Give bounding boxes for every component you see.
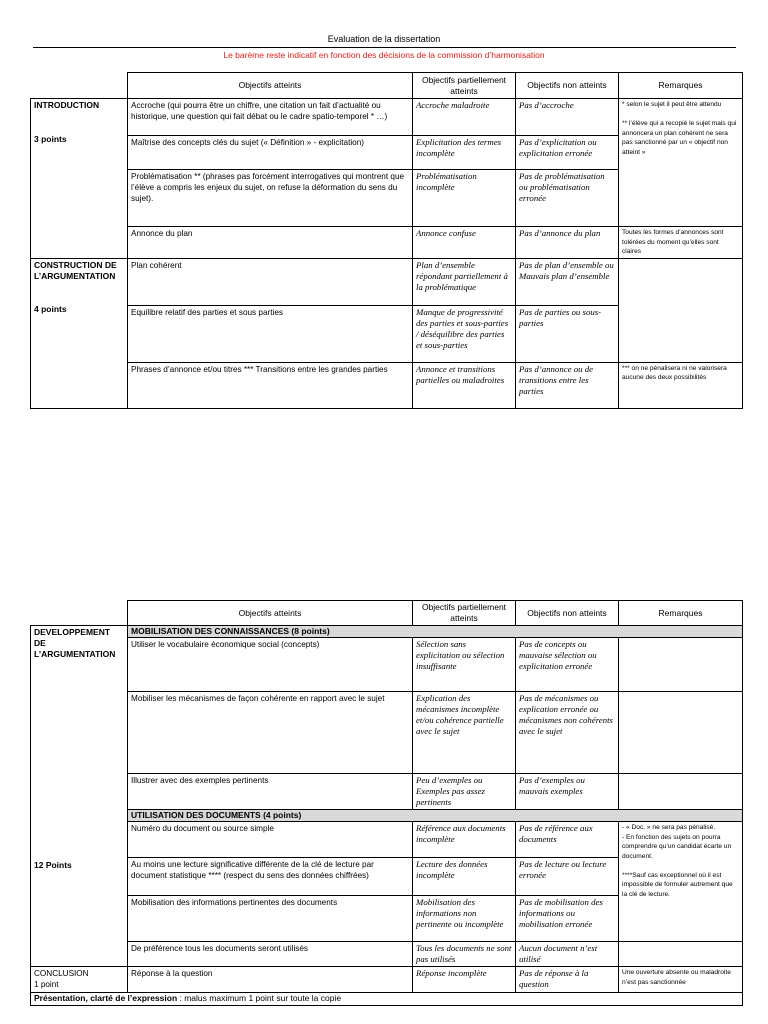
section-introduction [31,99,128,259]
section-developpement [31,626,128,967]
presentation-label: Présentation, clarté de l’expression [34,993,178,1003]
criterion-atteint: Maîtrise des concepts clés du sujet (« Définition » - explicitation) [128,136,413,170]
criterion-atteint: Au moins une lecture significative différente de la clé de lecture par document statistique **** (respect du sens des données chiffrées) [128,858,413,896]
criterion-partiel: Sélection sans explicitation ou sélection insuffisante [413,638,516,692]
criterion-partiel: Accroche maladroite [413,99,516,136]
criterion-non: Aucun document n’est utilisé [516,942,619,967]
criterion-partiel: Explication des mécanismes incomplète et/ou cohérence partielle avec le sujet [413,692,516,774]
col-header-partiel: Objectifs partiellement atteints [413,73,516,99]
page-subtitle: Le barème reste indicatif en fonction des décisions de la commission d’harmonisation [223,50,545,60]
grading-table-1 [30,72,743,409]
criterion-partiel: Lecture des données incomplète [413,858,516,896]
title-divider [33,47,736,48]
criterion-non: Pas de parties ou sous-parties [516,305,619,362]
criterion-partiel: Tous les documents ne sont pas utilisés [413,942,516,967]
col-header-remarques: Remarques [619,73,743,99]
section-title: CONCLUSION [34,969,89,978]
criterion-non: Pas de réponse à la question [516,967,619,993]
col-header-non: Objectifs non atteints [516,73,619,99]
section-title: CONSTRUCTION DE L’ARGUMENTATION [34,259,117,281]
criterion-atteint: De préférence tous les documents seront utilisés [128,942,413,967]
criterion-atteint: Numéro du document ou source simple [128,822,413,858]
subsection-header-documents: UTILISATION DES DOCUMENTS (4 points) [128,810,743,822]
criterion-non: Pas de problématisation ou problématisation erronée [516,170,619,227]
remark-empty [619,774,743,810]
subsection-header-connaissances: MOBILISATION DES CONNAISSANCES (8 points) [128,626,743,638]
criterion-non: Pas de référence aux documents [516,822,619,858]
criterion-partiel: Réponse incomplète [413,967,516,993]
criterion-partiel: Référence aux documents incomplète [413,822,516,858]
criterion-atteint: Illustrer avec des exemples pertinents [128,774,413,810]
presentation-row [31,993,743,1006]
col-header-non: Objectifs non atteints [516,601,619,626]
remark-empty [619,638,743,692]
criterion-non: Pas d’explicitation ou explicitation erronée [516,136,619,170]
remark-empty [619,258,743,305]
empty-corner [31,601,128,626]
criterion-atteint: Equilibre relatif des parties et sous parties [128,305,413,362]
criterion-non: Pas d’accroche [516,99,619,136]
criterion-atteint: Annonce du plan [128,227,413,259]
criterion-atteint: Accroche (qui pourra être un chiffre, une citation un fait d’actualité ou historique, une question qui fait débat ou le cadre spatio-temporel * …) [128,99,413,136]
criterion-partiel: Problématisation incomplète [413,170,516,227]
criterion-atteint: Plan cohérent [128,258,413,305]
remark-empty [619,692,743,774]
page-title: Evaluation de la dissertation [327,34,441,44]
col-header-partiel: Objectifs partiellement atteints [413,601,516,626]
col-header-atteints: Objectifs atteints [128,73,413,99]
section-construction [31,258,128,408]
criterion-non: Pas d’exemples ou mauvais exemples [516,774,619,810]
remark-empty [619,305,743,362]
grading-table-2 [30,600,743,1006]
section-title: DEVELOPPEMENT DE L’ARGUMENTATION [34,627,116,659]
criterion-partiel: Peu d’exemples ou Exemples pas assez pertinents [413,774,516,810]
criterion-non: Pas de lecture ou lecture erronée [516,858,619,896]
remark-intro: * selon le sujet il peut être attendu ** l’élève qui a recopié le sujet mais qui annoncera un plan cohérent ne sera pas sanctionné par un « objectif non atteint » [619,99,743,227]
empty-corner [31,73,128,99]
remark-conclusion: Une ouverture absente ou maladroite n’est pas sanctionnée [619,967,743,993]
criterion-non: Pas de concepts ou mauvaise sélection ou explicitation erronée [516,638,619,692]
section-title: INTRODUCTION [34,100,100,110]
section-points: 4 points [34,303,67,314]
criterion-atteint: Utiliser le vocabulaire économique social (concepts) [128,638,413,692]
criterion-non: Pas de plan d’ensemble ou Mauvais plan d’ensemble [516,258,619,305]
criterion-atteint: Mobiliser les mécanismes de façon cohérente en rapport avec le sujet [128,692,413,774]
section-points: 1 point [34,980,59,989]
col-header-atteints: Objectifs atteints [128,601,413,626]
remark-plan: Toutes les formes d’annonces sont tolérées du moment qu’elles sont claires [619,227,743,259]
section-points: 12 Points [34,860,72,870]
criterion-partiel: Explicitation des termes incomplète [413,136,516,170]
criterion-non: Pas d’annonce ou de transitions entre les parties [516,362,619,408]
criterion-atteint: Mobilisation des informations pertinentes des documents [128,896,413,942]
section-conclusion [31,967,128,993]
remark-empty [619,942,743,967]
criterion-partiel: Manque de progressivité des parties et sous-parties / déséquilibre des parties et sous-parties [413,305,516,362]
criterion-partiel: Plan d’ensemble répondant partiellement à la problématique [413,258,516,305]
criterion-partiel: Annonce et transitions partielles ou maladroites [413,362,516,408]
remark-transitions: *** on ne pénalisera ni ne valorisera aucune des deux possibilités [619,362,743,408]
criterion-partiel: Mobilisation des informations non pertinente ou incomplète [413,896,516,942]
criterion-partiel: Annonce confuse [413,227,516,259]
criterion-non: Pas de mécanismes ou explication erronée ou mécanismes non cohérents avec le sujet [516,692,619,774]
section-points: 3 points [34,134,67,144]
remark-documents: - « Doc. » ne sera pas pénalisé. - En fonction des sujets on pourra comprendre qu’un candidat écarte un document. ****Sauf cas exceptionnel où il est impossible de formuler autrement que la clé de lecture. [619,822,743,942]
criterion-atteint: Réponse à la question [128,967,413,993]
criterion-non: Pas d’annonce du plan [516,227,619,259]
presentation-text: : malus maximum 1 point sur toute la copie [177,993,342,1003]
criterion-non: Pas de mobilisation des informations ou mobilisation erronée [516,896,619,942]
criterion-atteint: Phrases d’annonce et/ou titres *** Transitions entre les grandes parties [128,362,413,408]
col-header-remarques: Remarques [619,601,743,626]
criterion-atteint: Problématisation ** (phrases pas forcément interrogatives qui montrent que l’élève a compris les enjeux du sujet, on refuse la déformation du sens du sujet). [128,170,413,227]
